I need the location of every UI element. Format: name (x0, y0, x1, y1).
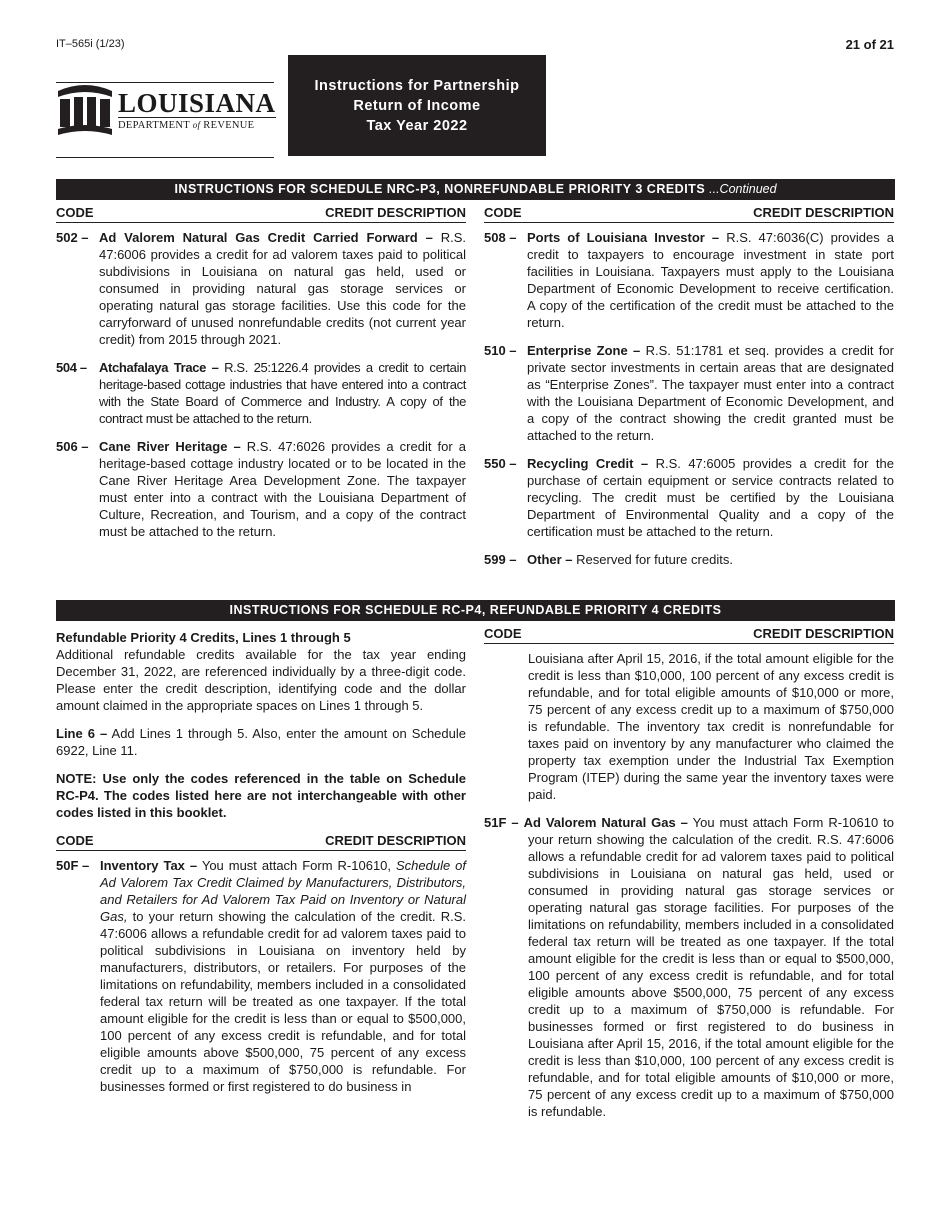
title-line-1: Instructions for Partnership (314, 77, 520, 94)
credit-entry-504: 504 – Atchafalaya Trace – R.S. 25:1226.4 provides a credit to certain heritage-based cottage industries that have entered into a contract with the State Board of Commerce and Industry. A copy of the contract must be attached to the return. (56, 360, 466, 426)
line-6-paragraph: Line 6 – Add Lines 1 through 5. Also, enter the amount on Schedule 6922, Line 11. (56, 726, 466, 758)
rc-p4-left-column (56, 629, 466, 1106)
page-number: 21 of 21 (845, 37, 894, 52)
nrc-p3-left-column (56, 204, 466, 551)
section-header-rc-p4: INSTRUCTIONS FOR SCHEDULE RC-P4, REFUNDABLE PRIORITY 4 CREDITS (56, 600, 895, 621)
note-paragraph: NOTE: Use only the codes referenced in the table on Schedule RC-P4. The codes listed here are not interchangeable with other codes listed in this booklet. (56, 771, 466, 820)
credit-entry-508: 508 – Ports of Louisiana Investor – R.S. 47:6036(C) provides a credit to taxpayers to encourage investment in state port facilities in Louisiana. Taxpayers must apply to the Louisiana Department of Economic Development to receive certification. A copy of the certification of the credit must be attached to the return. (484, 230, 894, 330)
credit-entry-510: 510 – Enterprise Zone – R.S. 51:1781 et seq. provides a credit for private sector investments in certain areas that are designated as “Enterprise Zones”. The taxpayer must enter into a contract with the Louisiana Department of Economic Development, and a copy of the contract showing the credit granted must be attached to the return. (484, 343, 894, 443)
column-header: CODE CREDIT DESCRIPTION (56, 204, 466, 223)
continuation-paragraph: Louisiana after April 15, 2016, if the total amount eligible for the credit is less than $10,000, 100 percent of any excess credit is refundable, and for total eligible amounts of $10,000 or more, 75 percent of any excess credit up to a maximum of $750,000 is refundable. The inventory tax credit is nonrefundable for taxes paid on inventory by any manufacturer who claimed the property tax exemption under the Industrial Tax Exemption Program (ITEP) during the same year the inventory taxes were paid. (528, 651, 894, 802)
title-line-3: Tax Year 2022 (366, 117, 468, 134)
credit-entry-506: 506 – Cane River Heritage – R.S. 47:6026 provides a credit for a heritage-based cottage industry located or to be located in the Cane River Heritage Area Development Zone. The taxpayer must enter into a contract with the Louisiana Department of Culture, Recreation, and Tourism, and a copy of the contract must be attached to the return. (56, 439, 466, 539)
section-header-nrc-p3: INSTRUCTIONS FOR SCHEDULE NRC-P3, NONREFUNDABLE PRIORITY 3 CREDITS ...Continued (56, 179, 895, 200)
column-header: CODE CREDIT DESCRIPTION (484, 204, 894, 223)
column-header: CODE CREDIT DESCRIPTION (484, 625, 894, 644)
credit-entry-50F: 50F – Inventory Tax – You must attach Form R-10610, Schedule of Ad Valorem Tax Credit Claimed by Manufacturers, Distributors, and Retailers for Ad Valorem Tax Paid on Inventory or Natural Gas, to your return showing the calculation of the credit. R.S. 47:6006 allows a refundable credit for ad valorem taxes paid to political subdivisions in Louisiana on inventory held by manufacturers, distributors, or retailers. For purposes of the limitations on refundability, members included in a consolidated federal tax return will be treated as one taxpayer. If the total amount eligible for the credit is less than or equal to $500,000, 100 percent of any excess credit is refundable, and for total eligible amounts above $500,000, 75 percent of any excess credit up to a maximum of $750,000 is refundable. For businesses formed or first registered to do business in (56, 858, 466, 1094)
credit-entry-550: 550 – Recycling Credit – R.S. 47:6005 provides a credit for the purchase of certain equipment or service contracts related to recycling. The credit must be certified by the Louisiana Department of Environmental Quality and a copy of the certification must be attached to the return. (484, 456, 894, 539)
subheading: Refundable Priority 4 Credits, Lines 1 through 5 (56, 630, 351, 645)
column-header: CODE CREDIT DESCRIPTION (56, 832, 466, 851)
title-line-2: Return of Income (353, 97, 481, 114)
credit-entry-51F: 51F – Ad Valorem Natural Gas – You must attach Form R-10610 to your return showing the calculation of the credit. R.S. 47:6006 allows a refundable credit for ad valorem taxes paid to political subdivisions in Louisiana on natural gas held, used or consumed in providing natural gas storage services or operating natural gas storage facilities. For purposes of the limitations on refundability, members included in a consolidated federal tax return will be treated as one taxpayer. If the total amount eligible for the credit is less than or equal to $500,000, 100 percent of any excess credit is refundable, and for total eligible amounts above $500,000, 75 percent of any excess credit up to a maximum of $750,000 is refundable. For businesses formed or first registered to do business in Louisiana after April 15, 2016, if the total amount eligible for the credit is less than $10,000, 100 percent of any excess credit is refundable, and for total eligible amounts of $10,000 or more, 75 percent of any excess credit up to a maximum of $750,000 is refundable. (484, 815, 894, 1119)
logo-subtitle: DEPARTMENT of REVENUE (118, 117, 276, 131)
nrc-p3-right-column (484, 204, 894, 579)
pillars-logo-icon (56, 83, 114, 137)
louisiana-revenue-logo (56, 82, 274, 158)
credit-entry-599: 599 – Other – Reserved for future credits. (484, 552, 733, 567)
document-title (288, 55, 546, 156)
form-id: IT–565i (1/23) (56, 38, 125, 50)
intro-paragraph: Additional refundable credits available for the tax year ending December 31, 2022, are referenced individually by a three-digit code. Please enter the credit description, identifying code and the dollar amount claimed in the appropriate spaces on Lines 1 through 5. (56, 647, 466, 713)
credit-entry-502: 502 – Ad Valorem Natural Gas Credit Carried Forward – R.S. 47:6006 provides a credit for ad valorem taxes paid to political subdivisions in Louisiana on natural gas held, used or consumed in providing natural gas storage services or operating natural gas storage facilities. Use this code for the carryforward of unused nonrefundable credits (not current year credit) from 2015 through 2021. (56, 230, 466, 347)
rc-p4-right-column (484, 625, 894, 1120)
logo-wordmark: LOUISIANA (118, 88, 276, 118)
